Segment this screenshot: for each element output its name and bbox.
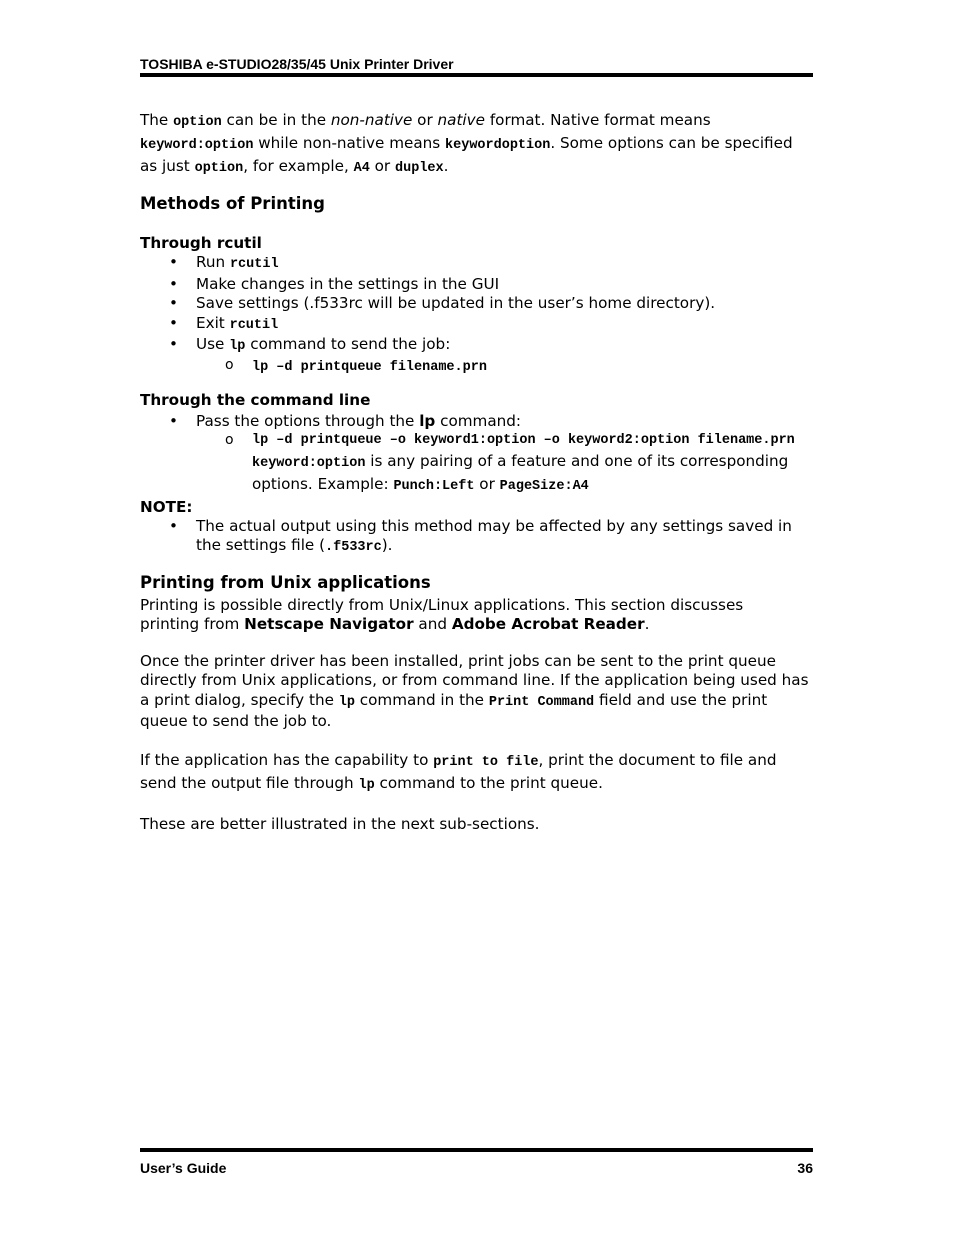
text: command to the print queue. (374, 773, 603, 792)
text: while non-native means (253, 134, 446, 152)
text: command: (435, 412, 522, 430)
text: and (413, 614, 452, 633)
footer-guide-label: User’s Guide (140, 1160, 227, 1176)
note-list (140, 517, 820, 558)
code-lp-options-command: o lp –d printqueue –o keyword1:option –o keyword2:option filename.prn (252, 432, 795, 448)
sub-list-item (196, 432, 822, 497)
code-lp: lp (229, 339, 246, 354)
page-content (140, 110, 820, 834)
code-keywordoption: keywordoption (445, 138, 551, 153)
page-number: 36 (797, 1160, 813, 1176)
text: format. Native format means (485, 111, 711, 129)
code-lp: lp (338, 694, 355, 710)
paragraph (140, 596, 800, 634)
text: The (140, 111, 174, 129)
sub-list-item (196, 357, 820, 377)
page-header-title: TOSHIBA e-STUDIO28/35/45 Unix Printer Driver (140, 56, 454, 72)
footer-rule (140, 1148, 813, 1152)
text: is any pairing of a feature and one of its corresponding options. Example: (252, 451, 789, 493)
code-lp-command: lp –d printqueue filename.prn (252, 359, 487, 375)
list-item (140, 275, 820, 295)
code-option: option (173, 115, 222, 130)
paragraph (140, 652, 815, 732)
paragraph (140, 750, 815, 796)
italic-native: native (437, 111, 485, 129)
list-item (140, 517, 820, 558)
paragraph: These are better illustrated in the next sub-sections. (140, 814, 540, 833)
text: . (644, 614, 650, 633)
text: . Some options can be specified as just (140, 134, 793, 175)
text: or (369, 157, 396, 175)
text: command in the (354, 690, 489, 709)
section-heading-methods: Methods of Printing (140, 194, 325, 213)
list-item (140, 314, 820, 336)
cmdline-list (140, 412, 820, 497)
code-a4: A4 (353, 161, 370, 176)
cmdline-sub-list (196, 432, 820, 497)
text: Use (196, 335, 230, 353)
text: If the application has the capability to (140, 750, 434, 769)
subheading-through-rcutil: Through rcutil (140, 234, 262, 252)
list-item (140, 294, 820, 314)
text: or (412, 111, 438, 129)
bold-lp: lp (419, 412, 436, 430)
subheading-through-command-line: Through the command line (140, 391, 371, 409)
note-label: NOTE: (140, 497, 193, 516)
code-duplex: duplex (395, 161, 444, 176)
text: Pass the options through the (196, 412, 420, 430)
list-item (140, 253, 820, 275)
text: Once the printer driver has been installed, print jobs can be sent to the print queue directly from Unix applications, or from command line. If the application being used has a print dialog, specify the (140, 651, 809, 709)
bold-netscape-navigator: Netscape Navigator (244, 614, 414, 633)
list-item (140, 412, 820, 497)
text: . (443, 157, 449, 175)
intro-paragraph (140, 110, 800, 179)
bold-adobe-acrobat-reader: Adobe Acrobat Reader (451, 614, 645, 633)
code-option: option (194, 161, 244, 176)
text: Run (196, 253, 230, 271)
text: , print the document to file and send the output file through (140, 750, 777, 792)
code-keyword-option: keyword:option (252, 455, 366, 471)
text: can be in the (221, 111, 331, 129)
code-keyword-option: keyword:option (140, 138, 254, 153)
header-rule (140, 73, 813, 77)
text: Exit (196, 313, 230, 332)
rcutil-sub-list (196, 357, 820, 377)
code-punch-left: Punch:Left (393, 478, 475, 494)
italic-non-native: non-native (330, 111, 413, 129)
text: Make changes in the settings in the GUI (196, 274, 500, 293)
code-rcutil: rcutil (229, 257, 279, 272)
code-lp: lp (358, 777, 375, 793)
sub-description (252, 451, 822, 497)
code-pagesize-a4: PageSize:A4 (499, 478, 589, 494)
text: , for example, (243, 157, 354, 175)
text: field and use the print queue to send the job to. (140, 690, 768, 730)
code-rcutil: rcutil (229, 317, 279, 333)
text: command to send the job: (245, 335, 451, 353)
text: Save settings (.f533rc will be updated in the user’s home directory). (196, 294, 716, 312)
list-item (140, 335, 820, 376)
text: Printing is possible directly from Unix/Linux applications. This section discusses printing from (140, 595, 744, 633)
code-f533rc: .f533rc (325, 540, 382, 555)
code-print-to-file: print to file (433, 754, 539, 770)
section-heading-unix-apps: Printing from Unix applications (140, 572, 431, 592)
text: or (474, 474, 500, 493)
text: ). (381, 536, 393, 554)
code-print-command: Print Command (488, 694, 595, 710)
text: The actual output using this method may be affected by any settings saved in the settings file ( (196, 516, 792, 554)
rcutil-steps-list (140, 253, 820, 376)
